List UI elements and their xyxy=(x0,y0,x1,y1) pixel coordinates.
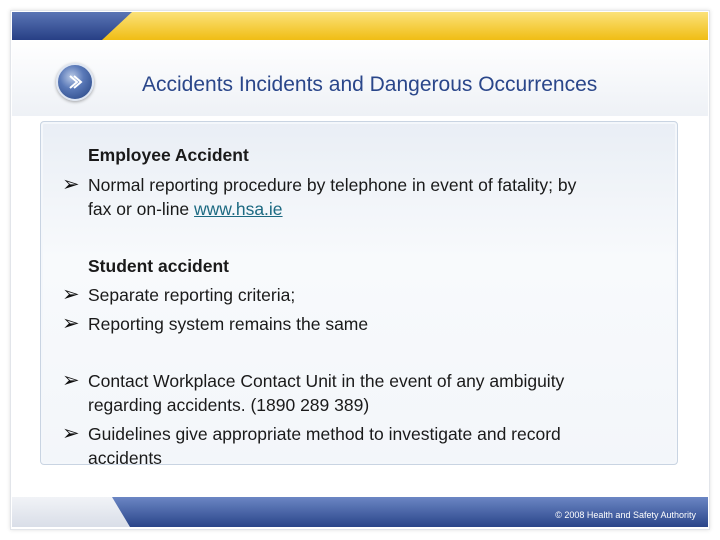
contact-bullet-2-line-2: accidents xyxy=(88,448,162,468)
arrow-bullet-icon: ➢ xyxy=(62,422,80,445)
student-bullet-2: Reporting system remains the same xyxy=(88,314,369,334)
arrow-bullet-icon: ➢ xyxy=(62,173,80,196)
copyright-footer: © 2008 Health and Safety Authority xyxy=(555,510,696,520)
employee-heading: Employee Accident xyxy=(88,145,249,165)
top-band xyxy=(12,12,708,40)
employee-line-1: Normal reporting procedure by telephone in event of fatality; by xyxy=(88,175,577,195)
contact-bullet-1-line-2: regarding accidents. (1890 289 389) xyxy=(88,395,370,415)
arrow-bullet-icon: ➢ xyxy=(62,369,80,392)
arrow-bullet-icon: ➢ xyxy=(62,283,80,306)
employee-line-2 xyxy=(88,197,283,221)
student-heading: Student accident xyxy=(88,256,229,276)
employee-line-2-text: fax or on-line xyxy=(88,199,195,219)
slide-title: Accidents Incidents and Dangerous Occurrences xyxy=(142,73,598,96)
arrow-bullet-icon: ➢ xyxy=(62,312,80,335)
student-bullet-1: Separate reporting criteria; xyxy=(88,285,296,305)
hsa-link[interactable]: www.hsa.ie xyxy=(194,199,283,219)
contact-bullet-2-line-1: Guidelines give appropriate method to investigate and record xyxy=(88,424,561,444)
chevron-right-icon xyxy=(66,73,84,91)
contact-bullet-1-line-1: Contact Workplace Contact Unit in the event of any ambiguity xyxy=(88,371,565,391)
arrow-button-icon[interactable] xyxy=(56,63,94,101)
